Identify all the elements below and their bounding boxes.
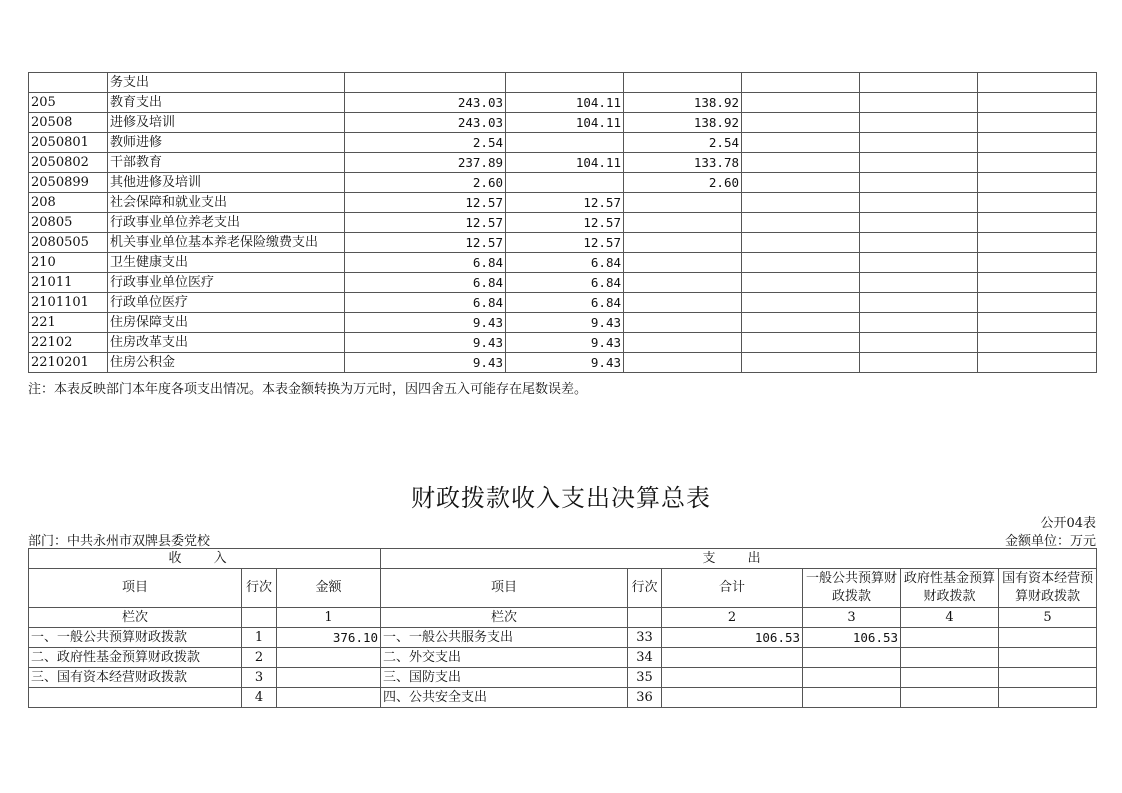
account-name: 干部教育 [108, 153, 345, 173]
table-row [29, 233, 1097, 253]
table-row [29, 193, 1097, 213]
empty-cell [978, 153, 1097, 173]
expense-total: 106.53 [662, 628, 803, 648]
total-amount: 2.54 [345, 133, 506, 153]
state-capital-amount [999, 668, 1097, 688]
general-budget-amount [803, 668, 901, 688]
index-5: 5 [999, 608, 1097, 628]
total-amount: 6.84 [345, 253, 506, 273]
basic-amount: 104.11 [506, 113, 624, 133]
expense-line: 34 [628, 648, 662, 668]
empty-cell [860, 193, 978, 213]
state-capital-amount [999, 648, 1097, 668]
basic-amount [506, 73, 624, 93]
total-amount: 237.89 [345, 153, 506, 173]
income-line: 3 [242, 668, 277, 688]
table-row [29, 173, 1097, 193]
empty-cell [860, 153, 978, 173]
basic-amount [506, 173, 624, 193]
col-total: 合计 [662, 569, 803, 608]
expense-line: 35 [628, 668, 662, 688]
amount-unit: 金额单位：万元 [1004, 534, 1096, 549]
basic-amount [506, 133, 624, 153]
account-name: 务支出 [108, 73, 345, 93]
account-code: 210 [29, 253, 108, 273]
empty-cell [978, 233, 1097, 253]
empty-cell [742, 93, 860, 113]
general-budget-amount [803, 688, 901, 708]
empty-cell [860, 313, 978, 333]
expense-line: 33 [628, 628, 662, 648]
total-amount: 12.57 [345, 233, 506, 253]
empty-cell [742, 73, 860, 93]
general-budget-amount: 106.53 [803, 628, 901, 648]
account-code: 208 [29, 193, 108, 213]
empty-cell [860, 73, 978, 93]
income-amount [277, 648, 381, 668]
total-amount: 6.84 [345, 273, 506, 293]
col-state: 国有资本经营预算财政拨款 [999, 569, 1097, 608]
income-line: 2 [242, 648, 277, 668]
empty-cell [860, 113, 978, 133]
fund-budget-amount [901, 648, 999, 668]
total-amount: 243.03 [345, 113, 506, 133]
empty-cell [742, 253, 860, 273]
table-row [29, 133, 1097, 153]
account-name: 行政事业单位医疗 [108, 273, 345, 293]
total-amount: 12.57 [345, 193, 506, 213]
income-item [29, 688, 242, 708]
account-code: 2101101 [29, 293, 108, 313]
table-row [29, 153, 1097, 173]
column-header-row [29, 569, 1097, 608]
basic-amount: 6.84 [506, 273, 624, 293]
empty-cell [860, 233, 978, 253]
table-row [29, 628, 1097, 648]
account-code [29, 73, 108, 93]
empty-cell [742, 133, 860, 153]
project-amount [624, 253, 742, 273]
account-name: 卫生健康支出 [108, 253, 345, 273]
account-code: 205 [29, 93, 108, 113]
empty-cell [978, 133, 1097, 153]
account-name: 社会保障和就业支出 [108, 193, 345, 213]
income-item: 二、政府性基金预算财政拨款 [29, 648, 242, 668]
account-code: 221 [29, 313, 108, 333]
project-amount: 2.54 [624, 133, 742, 153]
income-line: 4 [242, 688, 277, 708]
empty-cell [978, 293, 1097, 313]
table-row [29, 213, 1097, 233]
table-row [29, 648, 1097, 668]
total-amount: 243.03 [345, 93, 506, 113]
empty-cell [860, 133, 978, 153]
project-amount: 2.60 [624, 173, 742, 193]
index-4: 4 [901, 608, 999, 628]
account-name: 住房改革支出 [108, 333, 345, 353]
empty-cell [742, 293, 860, 313]
basic-amount: 12.57 [506, 233, 624, 253]
empty-cell [742, 233, 860, 253]
income-amount [277, 668, 381, 688]
basic-amount: 12.57 [506, 193, 624, 213]
col-fund: 政府性基金预算财政拨款 [901, 569, 999, 608]
table-row [29, 333, 1097, 353]
expense-total [662, 648, 803, 668]
fund-budget-amount [901, 688, 999, 708]
project-amount [624, 353, 742, 373]
empty-cell [742, 353, 860, 373]
total-amount [345, 73, 506, 93]
total-amount: 6.84 [345, 293, 506, 313]
expense-detail-table [28, 72, 1097, 373]
empty-cell [860, 93, 978, 113]
project-amount [624, 213, 742, 233]
empty-cell [742, 273, 860, 293]
basic-amount: 104.11 [506, 93, 624, 113]
empty-cell [978, 193, 1097, 213]
col-item: 项目 [29, 569, 242, 608]
project-amount [624, 193, 742, 213]
project-amount [624, 73, 742, 93]
total-amount: 9.43 [345, 353, 506, 373]
lanci-label: 栏次 [29, 608, 242, 628]
empty-cell [860, 293, 978, 313]
account-code: 2050802 [29, 153, 108, 173]
total-amount: 12.57 [345, 213, 506, 233]
col-item2: 项目 [381, 569, 628, 608]
account-name: 其他进修及培训 [108, 173, 345, 193]
expense-item: 二、外交支出 [381, 648, 628, 668]
empty-cell [860, 333, 978, 353]
empty-cell [860, 213, 978, 233]
account-code: 22102 [29, 333, 108, 353]
expense-item: 四、公共安全支出 [381, 688, 628, 708]
account-name: 行政事业单位养老支出 [108, 213, 345, 233]
col-line2: 行次 [628, 569, 662, 608]
empty-cell [978, 273, 1097, 293]
income-amount [277, 688, 381, 708]
empty-cell [978, 173, 1097, 193]
account-name: 机关事业单位基本养老保险缴费支出 [108, 233, 345, 253]
empty-cell [860, 173, 978, 193]
basic-amount: 9.43 [506, 353, 624, 373]
table-row [29, 313, 1097, 333]
project-amount [624, 233, 742, 253]
col-amount: 金额 [277, 569, 381, 608]
account-name: 教育支出 [108, 93, 345, 113]
table-row [29, 253, 1097, 273]
empty-cell [978, 73, 1097, 93]
empty-cell [742, 173, 860, 193]
basic-amount: 12.57 [506, 213, 624, 233]
empty-cell [978, 213, 1097, 233]
project-amount [624, 273, 742, 293]
account-code: 20805 [29, 213, 108, 233]
project-amount [624, 293, 742, 313]
empty-cell [860, 253, 978, 273]
lanci-label-2: 栏次 [381, 608, 628, 628]
fiscal-summary-table [28, 548, 1097, 708]
table-row [29, 293, 1097, 313]
col-general: 一般公共预算财政拨款 [803, 569, 901, 608]
project-amount: 138.92 [624, 93, 742, 113]
account-code: 21011 [29, 273, 108, 293]
table-row [29, 73, 1097, 93]
fund-budget-amount [901, 628, 999, 648]
empty-cell [742, 313, 860, 333]
empty-cell [742, 213, 860, 233]
index-row [29, 608, 1097, 628]
index-2: 2 [662, 608, 803, 628]
general-budget-amount [803, 648, 901, 668]
expense-header: 支 出 [381, 549, 1097, 569]
table-row [29, 353, 1097, 373]
total-amount: 9.43 [345, 313, 506, 333]
expense-total [662, 688, 803, 708]
index-1: 1 [277, 608, 381, 628]
report-title: 财政拨款收入支出决算总表 [411, 484, 711, 512]
empty-cell [978, 353, 1097, 373]
total-amount: 2.60 [345, 173, 506, 193]
project-amount: 138.92 [624, 113, 742, 133]
section-header-row [29, 549, 1097, 569]
basic-amount: 6.84 [506, 253, 624, 273]
index-3: 3 [803, 608, 901, 628]
total-amount: 9.43 [345, 333, 506, 353]
basic-amount: 6.84 [506, 293, 624, 313]
account-code: 2050899 [29, 173, 108, 193]
account-name: 住房保障支出 [108, 313, 345, 333]
income-amount: 376.10 [277, 628, 381, 648]
table-note: 注：本表反映部门本年度各项支出情况。本表金额转换为万元时，因四舍五入可能存在尾数误差。 [28, 382, 588, 397]
project-amount [624, 333, 742, 353]
account-name: 教师进修 [108, 133, 345, 153]
account-name: 进修及培训 [108, 113, 345, 133]
empty-cell [978, 93, 1097, 113]
department-label: 部门：中共永州市双牌县委党校 [28, 534, 211, 549]
empty-cell [860, 353, 978, 373]
table-row [29, 668, 1097, 688]
empty-cell [742, 113, 860, 133]
table-row [29, 273, 1097, 293]
basic-amount: 9.43 [506, 313, 624, 333]
empty-cell [742, 153, 860, 173]
expense-line: 36 [628, 688, 662, 708]
expense-item: 一、一般公共服务支出 [381, 628, 628, 648]
account-code: 2210201 [29, 353, 108, 373]
expense-item: 三、国防支出 [381, 668, 628, 688]
table-row [29, 113, 1097, 133]
expense-total [662, 668, 803, 688]
empty-cell [742, 333, 860, 353]
income-header: 收 入 [29, 549, 381, 569]
basic-amount: 104.11 [506, 153, 624, 173]
account-name: 住房公积金 [108, 353, 345, 373]
income-item: 一、一般公共预算财政拨款 [29, 628, 242, 648]
empty-cell [978, 113, 1097, 133]
empty-cell [742, 193, 860, 213]
fund-budget-amount [901, 668, 999, 688]
empty-cell [978, 313, 1097, 333]
table-row [29, 93, 1097, 113]
report-code: 公开04表 [1040, 516, 1096, 531]
basic-amount: 9.43 [506, 333, 624, 353]
empty-cell [860, 273, 978, 293]
income-item: 三、国有资本经营财政拨款 [29, 668, 242, 688]
account-code: 20508 [29, 113, 108, 133]
account-code: 2080505 [29, 233, 108, 253]
income-line: 1 [242, 628, 277, 648]
account-name: 行政单位医疗 [108, 293, 345, 313]
project-amount: 133.78 [624, 153, 742, 173]
empty-cell [978, 333, 1097, 353]
state-capital-amount [999, 688, 1097, 708]
project-amount [624, 313, 742, 333]
col-line: 行次 [242, 569, 277, 608]
empty-cell [978, 253, 1097, 273]
table-row [29, 688, 1097, 708]
account-code: 2050801 [29, 133, 108, 153]
state-capital-amount [999, 628, 1097, 648]
